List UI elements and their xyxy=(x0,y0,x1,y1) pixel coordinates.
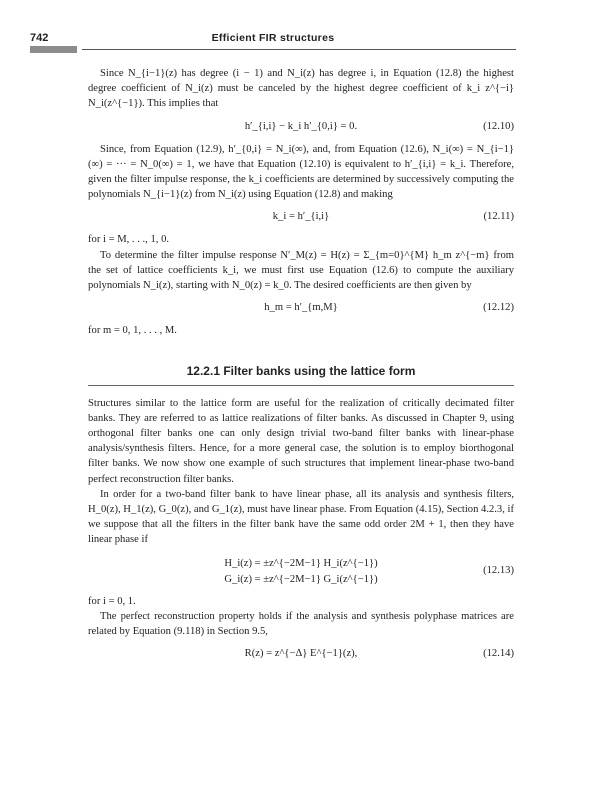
paragraph-9: The perfect reconstruction property holds if the analysis and synthesis polyphase matrices are related by Equation (9.118) in Section 9.5, xyxy=(88,610,514,638)
equation-expression: k_i = h′_{i,i} xyxy=(272,211,330,223)
paragraph-3: for i = M, . . ., 1, 0. xyxy=(88,234,170,246)
page-body xyxy=(88,66,514,669)
section-heading xyxy=(88,364,514,391)
paragraph-8: for i = 0, 1. xyxy=(88,595,136,607)
equation-expression: h′_{i,i} − k_i h′_{0,i} = 0. xyxy=(244,120,358,132)
equation-number: (12.10) xyxy=(483,120,514,132)
equation-12-14 xyxy=(88,639,514,669)
header-accent-bar xyxy=(30,46,77,53)
equation-number: (12.11) xyxy=(483,211,514,223)
page-header xyxy=(30,32,516,48)
page-number: 742 xyxy=(30,32,49,44)
equation-12-11 xyxy=(88,202,514,232)
equation-12-10 xyxy=(88,112,514,142)
paragraph-4: To determine the filter impulse response N′_M(z) = H(z) = Σ_{m=0}^{M} h_m z^{−m} from the set of lattice coefficients k_i, we must first use Equation (12.6) to compute the auxiliary polynomials N_i(z), starting with N_0(z) = k_0. The desired coefficients are then given by xyxy=(88,249,514,292)
paragraph-5: for m = 0, 1, . . . , M. xyxy=(88,325,177,337)
equation-number: (12.14) xyxy=(483,648,514,660)
running-title: Efficient FIR structures xyxy=(211,32,335,44)
equation-12-12 xyxy=(88,293,514,323)
equation-number: (12.12) xyxy=(483,302,514,314)
paragraph-6: Structures similar to the lattice form are useful for the realization of critically decimated filter banks. They are referred to as lattice realizations of filter banks. As discussed in Chapter 9, using orthogonal filter banks one can only design trivial two-band filter banks with linear-phase analysis/synthesis filters. Hence, for a more general case, the solution is to employ biorthogonal filter banks. We now show one example of such structures that implement linear-phase two-band perfect reconstruction filter banks. xyxy=(88,397,514,485)
equation-system xyxy=(88,556,514,588)
equation-line-2: G_i(z) = ±z^{−2M−1} G_i(z^{−1}) xyxy=(224,573,378,585)
equation-number: (12.13) xyxy=(483,564,514,576)
header-rule xyxy=(82,49,516,50)
equation-expression: R(z) = z^{−Δ} E^{−1}(z), xyxy=(244,648,358,660)
paragraph-2: Since, from Equation (12.9), h′_{0,i} = N_i(∞), and, from Equation (12.6), N_i(∞) = N_{i−1}(∞) = ··· = N_0(∞) = 1, we have that Equation (12.10) is equivalent to h′_{i,i} = k_i. Therefore, given the filter impulse response, the k_i coefficients are determined by successively computing the polynomials N_{i−1}(z) from N_i(z) using Equation (12.8) and making xyxy=(88,143,514,201)
section-title: 12.2.1 Filter banks using the lattice form xyxy=(186,364,416,379)
section-rule xyxy=(88,385,514,386)
equation-12-13 xyxy=(88,548,514,594)
equation-expression: h_m = h′_{m,M} xyxy=(264,302,338,314)
paragraph-7: In order for a two-band filter bank to have linear phase, all its analysis and synthesis filters, H_0(z), H_1(z), G_0(z), and G_1(z), must have linear phase. From Equation (4.15), Section 4.2.3, if we suppose that all the filters in the filter bank have the same odd order 2M + 1, then they have linear phase if xyxy=(88,488,514,546)
paragraph-1: Since N_{i−1}(z) has degree (i − 1) and N_i(z) has degree i, in Equation (12.8) the highest degree coefficient of N_i(z) must be canceled by the highest degree coefficient of k_i z^{−i} N_i(z^{−1}). This implies that xyxy=(88,68,514,110)
equation-line-1: H_i(z) = ±z^{−2M−1} H_i(z^{−1}) xyxy=(224,557,378,569)
